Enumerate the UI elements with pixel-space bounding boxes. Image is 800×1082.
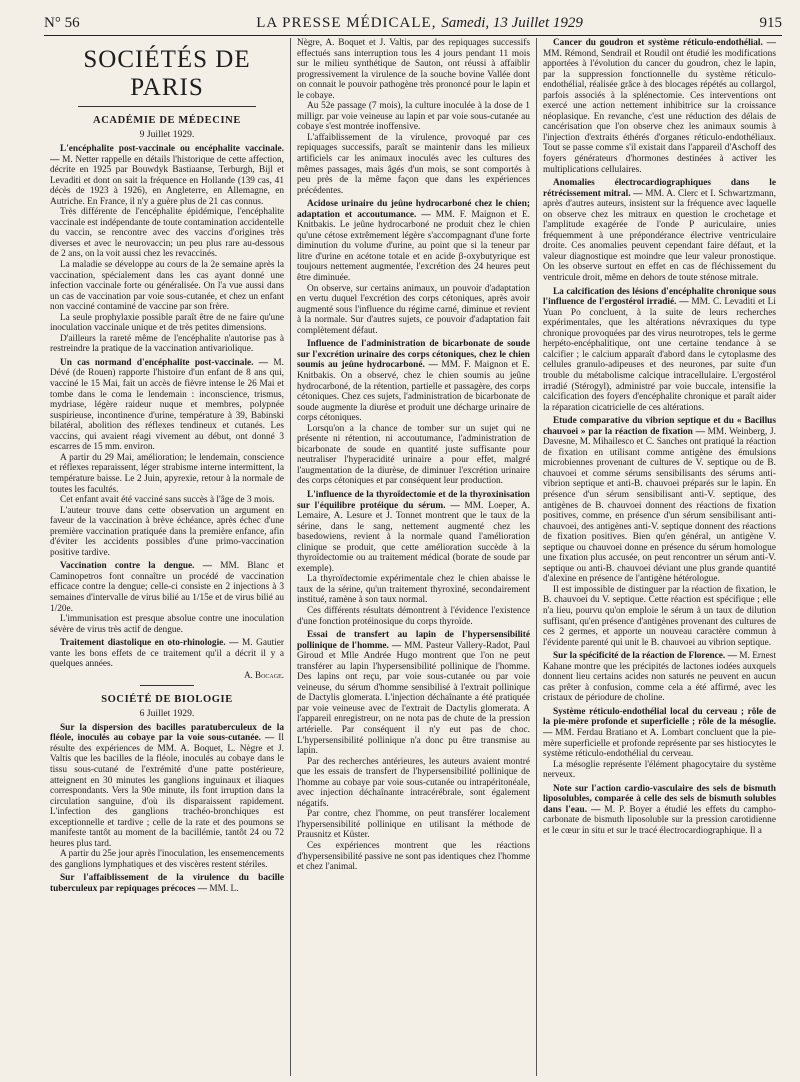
paragraph: La mésoglie représente l'élément phagocytaire du système nerveux.	[542, 759, 776, 781]
paragraph: Sur la dispersion des bacilles paratuberculeux de la fléole, inoculés au cobaye par la voie sous-cutanée. — Il résulte des expériences de MM. A. Boquet, L. Nègre et J. Valtis que les bacilles de la fléole, inoculés au cobaye dans le tissu sous-cutané de l'extrémité d'une patte postérieure, atteignent en 30 minutes les ganglions inguinaux et iliaques correspondants. Vers la 90e minute, ils font irruption dans la circulation sanguine, d'où ils disparaissent rapidement. L'infection des ganglions trachéo-bronchiques est exceptionnelle et tardive ; celle de la rate et des poumons se manifeste tantôt au moment de la bacillémie, tantôt 24 ou 72 heures plus tard.	[50, 722, 284, 849]
paragraph: Essai de transfert au lapin de l'hypersensibilité pollinique de l'homme. — MM. Pasteur Vallery-Radot, Paul Giroud et Mlle Andrée Hugo montrent que l'on ne peut transférer au lapin l'hypersensibilité pollinique de l'homme. Des lapins ont reçu, par voie sous-cutanée ou par voie veineuse, du sérum d'homme sensibilisé à l'extrait pollinique de Dactylis glomerata. L'injection déchaînante a été pratiquée par voie veineuse avec de l'extrait de Dactylis glomerata. A l'appareil enregistreur, on ne nota pas de chute de la pression artérielle. Par conséquent il n'y eut pas de choc. L'hypersensibilité pollinique n'a donc pu être transmise au lapin.	[296, 630, 530, 757]
paragraph: La calcification des lésions d'encéphalite chronique sous l'influence de l'ergostérol irradié. — MM. C. Levaditi et Li Yuan Po concluent, à la suite de leurs recherches expérimentales, que les altérations névraxiques du type chronique provoquées par des virus neurotropes, tels le germe herpéto-encéphalitique, ont une certaine tendance à se calcifier ; le calcium apparaît d'abord dans le cytoplasme des cellules granulo-adipeuses et des neurones, par suite d'un trouble du métabolisme calcique intracellulaire. L'ergostérol irradié (Stérogyl), administré par voie buccale, intensifie la calcification des foyers d'encéphalite chronique et paraît aider la réparation cicatricielle de ces altérations.	[542, 286, 776, 413]
paragraph: Système réticulo-endothélial local du cerveau ; rôle de la pie-mère profonde et superficielle ; rôle de la mésoglie. — MM. Ferdau Bratiano et A. Lombart concluent que la pie-mère superficielle et profonde représente par ses histiocytes le système réticulo-endothélial du cerveau.	[542, 706, 776, 760]
paragraph: Au 52e passage (7 mois), la culture inoculée à la dose de 1 milligr. par voie veineuse au lapin et par voie sous-cutanée au cobaye s'est montrée inoffensive.	[296, 101, 530, 133]
publication-line	[256, 15, 583, 32]
biology-date: 6 Juillet 1929.	[139, 707, 195, 719]
paragraph: La thyroïdectomie expérimentale chez le chien abaisse le taux de la sérine, qu'un traitement thyroxiné, secondairement institué, ramène à son taux normal.	[296, 574, 530, 606]
paragraph: Par contre, chez l'homme, on peut transférer localement l'hypersensibilité pollinique en utilisant la méthode de Prausnitz et Küster.	[296, 809, 530, 841]
publication-date: Samedi, 13 Juillet 1929	[441, 15, 583, 31]
paragraph: Cancer du goudron et système réticulo-endothélial. — MM. Rémond, Sendrail et Roudil ont étudié les modifications apportées à l'évolution du cancer du goudron, chez le lapin, par la suppression fonctionnelle du système réticulo-endothélial, réalisée grâce à des blocages répétés au collargol, parfois associés à la splénectomie. Ces interventions ont exercé une action nettement inhibitrice sur la croissance néoplasique. En revanche, c'est une réduction des délais de cancérisation que l'on observe chez les animaux soumis à l'injection d'extraits éthérés d'organes réticulo-endothéliaux. Tout se passe comme s'il existait dans l'appareil d'Aschoff des foyers générateurs d'hormones destinées à activer les multiplications cellulaires.	[542, 38, 776, 175]
paragraph: L'affaiblissement de la virulence, provoqué par ces repiquages successifs, paraît se maintenir dans les milieux artificiels car les animaux inoculés avec les cultures des mêmes passages, mais âgés d'un mois, se sont comportés à peu près de la même façon que dans les expériences précédentes.	[296, 132, 530, 196]
paragraph: Acidose urinaire du jeûne hydrocarboné chez le chien; adaptation et accoutumance. — MM. F. Maignon et E. Knitbakis. Le jeûne hydrocarboné ne produit chez le chien qu'une cétose extrêmement légère s'accompagnant d'une forte diminution du volume d'urine, au point que si la teneur par litre d'urine en acétone totale et en acide β-oxybutyrique est toujours nettement augmentée, l'excrétion des 24 heures peut être diminuée.	[296, 199, 530, 284]
paragraph: Anomalies électrocardiographiques dans le rétrécissement mitral. — MM. A. Clerc et I. Schwartzmann, après d'autres auteurs, insistent sur la fréquence avec laquelle on observe chez les mitraux en question le crochetage et l'amplitude exagérée de l'onde P auriculaire, unies fréquemment à une prépondérance électrive ventriculaire droite. Ces anomalies peuvent cependant faire défaut, et la valeur diagnostique est moindre que leur valeur pronostique. On les observe surtout en effet en cas de fléchissement du ventricule droit, même en dehors de toute sténose mitrale.	[542, 178, 776, 284]
page-number: 915	[759, 15, 782, 31]
paragraph: Vaccination contre la dengue. — MM. Blanc et Caminopetros font connaître un procédé de vaccination efficace contre la dengue; celle-ci consiste en 2 injections à 3 semaines d'intervalle de virus bilié au 1/15e et de virus bilié au 1/20e.	[50, 561, 284, 614]
paragraph: A partir du 29 Mai, amélioration; le lendemain, conscience et réflexes reparaissent, léger strabisme interne intermittent, la température baisse. Le 2 Juin, apyrexie, retour à la normale de toutes les facultés.	[50, 452, 284, 495]
section-title: SOCIÉTÉS DE PARIS	[83, 46, 251, 101]
column-1	[44, 38, 290, 1076]
paragraph: Sur l'affaiblissement de la virulence du bacille tuberculeux par repiquages précoces — MM. L.	[50, 873, 284, 894]
paragraph: Traitement diastolique en oto-rhinologie. — M. Gautier vante les bons effets de ce traitement qu'il a décrit il y a quelques années.	[50, 638, 284, 670]
text-columns	[44, 38, 782, 1076]
paragraph: La maladie se développe au cours de la 2e semaine après la vaccination, spécialement dans les cas ayant donné une infection vaccinale forte ou généralisée. On l'a vue aussi dans un cas de vaccination par voie sous-cutanée, et chez un enfant non vacciné contaminé de vaccine par son frère.	[50, 260, 284, 313]
paragraph: L'auteur trouve dans cette observation un argument en faveur de la vaccination à brève échéance, après échec d'une première vaccination pratiquée dans la première enfance, afin d'éviter les accidents possibles d'une primo-vaccination positive tardive.	[50, 505, 284, 558]
paragraph: Très différente de l'encéphalite épidémique, l'encéphalite vaccinale est indépendante de toute contamination accidentelle du vaccin, se rencontre avec des vaccins d'origines très diverses et avec le neurovaccin; un peu plus rare au-dessous de 2 ans, on la voit aussi chez les revaccinés.	[50, 207, 284, 260]
paragraph: A partir du 25e jour après l'inoculation, les ensemencements des ganglions lymphatiques et des viscères restent stériles.	[50, 849, 284, 870]
paragraph: La seule prophylaxie possible paraît être de ne faire qu'une inoculation vaccinale unique et de très petites dimensions.	[50, 312, 284, 334]
paragraph: L'encéphalite post-vaccinale ou encéphalite vaccinale. — M. Netter rappelle en détails l'historique de cette affection, décrite en 1925 par Bouwdyk Bastiaanse, Terburgh, Bijl et Levaditi et dont on sait la fréquence en Hollande (139 cas, 41 décès de 1923 à 1926), en Angleterre, en Allemagne, en Autriche. En France, il n'y a guère plus de 21 cas connus.	[50, 144, 284, 207]
paragraph: Par des recherches antérieures, les auteurs avaient montré que les essais de transfert de l'hypersensibilité pollinique de l'homme au cobaye par voie sous-cutanée ou intrapéritonéale, avec injection déchaînante intracérébrale, sont également négatifs.	[296, 756, 530, 809]
academy-heading: ACADÉMIE DE MÉDECINE	[93, 115, 241, 126]
academy-date: 9 Juillet 1929.	[139, 129, 195, 140]
title-rule	[78, 106, 256, 107]
page-header	[44, 6, 782, 36]
paragraph: L'immunisation est presque absolue contre une inoculation sévère de virus très actif de dengue.	[50, 614, 284, 635]
paragraph: Note sur l'action cardio-vasculaire des sels de bismuth liposolubles, comparée à celle des sels de bismuth solubles dans l'eau. — M. P. Boyer a étudié les effets du campho-carbonate de bismuth liposoluble sur la pression carotidienne et le cœur in situ et sur le tracé électrocardiographique. Il a	[542, 783, 776, 836]
issue-number: N° 56	[44, 15, 80, 31]
biology-heading: SOCIÉTÉ DE BIOLOGIE	[101, 693, 233, 705]
paragraph: L'influence de la thyroïdectomie et de la thyroxinisation sur l'équilibre protéique du sérum. — MM. Loeper, A. Lemaire, A. Lesure et J. Tonnet montrent que le taux de la sérine, dans le sang, nettement augmenté chez les basedowiens, revient à la normale quand l'amélioration clinique se produit, que cette amélioration succède à la thyroïdectomie ou au traitement médical (borate de soude par exemple).	[296, 489, 530, 574]
publication-name: LA PRESSE MÉDICALE,	[256, 15, 437, 31]
paragraph: Il est impossible de distinguer par la réaction de fixation, le B. chauvoei du V. septique. Cette réaction est spécifique ; elle n'a lieu, pourvu qu'on emploie le sérum à un taux de dilution suffisant, qu'en présence d'antigènes provenant des cultures de ces 2 germes, et apporte un nouveau caractère commun à l'évidente parenté qui unit le B. chauvoei au vibrion septique.	[542, 584, 776, 648]
paragraph: Un cas normand d'encéphalite post-vaccinale. — M. Dévé (de Rouen) rapporte l'histoire d'un enfant de 8 ans qui, vacciné le 15 Mai, fait un accès de fièvre intense le 26 Mai et tombe dans le coma le lendemain : inconscience, trismus, mydriase, légère raideur nuque et membres, polypnée suspirieuse, incontinence d'urine, température à 39, Babinski bilatéral, abolition des réflexes tendineux et cutanés. Les vaccins, qui avaient réagi vivement au début, ont donné 3 escarres de 15 mm. environ.	[50, 357, 284, 453]
column-3	[536, 38, 782, 1076]
paragraph: Nègre, A. Boquet et J. Valtis, par des repiquages successifs effectués sans interruption tous les 4 jours pendant 11 mois sur le milieu synthétique de Sauton, ont réussi à affaiblir progressivement la virulence de la souche bovine Vallée dont on connait le pouvoir pathogène très prononcé pour le lapin et le cobaye.	[296, 38, 530, 101]
paragraph: On observe, sur certains animaux, un pouvoir d'adaptation en vertu duquel l'excrétion des corps cétoniques, après avoir augmenté sous l'influence du régime carné, diminue et revient à la normale. Sur d'autres sujets, ce pouvoir d'adaptation fait complètement défaut.	[296, 283, 530, 336]
paragraph: Ces expériences montrent que les réactions d'hypersensibilité passive ne sont pas identiques chez l'homme et chez l'animal.	[296, 841, 530, 873]
paragraph: Cet enfant avait été vacciné sans succès à l'âge de 3 mois.	[60, 495, 275, 506]
paragraph: Ces différents résultats démontrent à l'évidence l'existence d'une fonction protéinosique du corps thyroïde.	[296, 605, 530, 627]
paragraph: Influence de l'administration de bicarbonate de soude sur l'excrétion urinaire des corps cétoniques, chez le chien soumis au jeûne hydrocarboné. — MM. F. Maignon et E. Knitbakis. On a observé, chez le chien soumis au jeûne hydrocarboné, de la rétention, partielle et passagère, des corps cétoniques. Chez ces sujets, l'administration de bicarbonate de soude augmente la diurèse et produit une décharge urinaire de corps cétoniques.	[296, 339, 530, 424]
paragraph: Lorsqu'on a la chance de tomber sur un sujet qui ne présente ni rétention, ni accoutumance, l'administration de bicarbonate de soude en quantité juste suffisante pour neutraliser l'hyperacidité urinaire a pour effet, malgré l'augmentation de la diurèse, de diminuer l'excrétion urinaire des corps cétoniques et par conséquent leur production.	[296, 423, 530, 487]
signature: A. Bocage.	[244, 669, 284, 680]
paragraph: Sur la spécificité de la réaction de Florence. — M. Ernest Kahane montre que les précipités de lactones iodées auxquels donnent lieu certains acides non saturés ne peuvent en aucun cas prêter à confusion, comme cela a été affirmé, avec les cristaux de périodure de choline.	[542, 651, 776, 704]
paragraph: Etude comparative du vibrion septique et du « Bacillus chauvoei » par la réaction de fixation — MM. Weinberg, J. Davesne, M. Mihailesco et C. Sanches ont pratiqué la réaction de fixation en utilisant comme antigène des émulsions microbiennes provenant de cultures de V. septique ou de B. chauvoei et comme sérums sensibilisants des sérums anti-vibrion septique et anti-B. chauvoei préparés sur le lapin. En présence d'un sérum sensibilisant anti-V. septique, des antigènes de B. chauvoei donnent des réactions de fixation positives, comme, en présence d'un sérum sensibilisant anti-chauvoei, des antigènes anti-V. septique donnent des réactions de fixation positives. Bien qu'en général, un antigène V. septique ou chauvoei donne en présence du sérum homologue une fixation plus accusée, on peut rencontrer un sérum anti-V. septique ou anti-B. chauvoei déviant une plus grande quantité d'alexine en présence de l'antigène hétérologue.	[542, 416, 776, 585]
paragraph: D'ailleurs la rareté même de l'encéphalite n'autorise pas à restreindre la pratique de la vaccination antivariolique.	[50, 333, 284, 355]
divider	[140, 685, 194, 686]
column-2	[290, 38, 536, 1076]
